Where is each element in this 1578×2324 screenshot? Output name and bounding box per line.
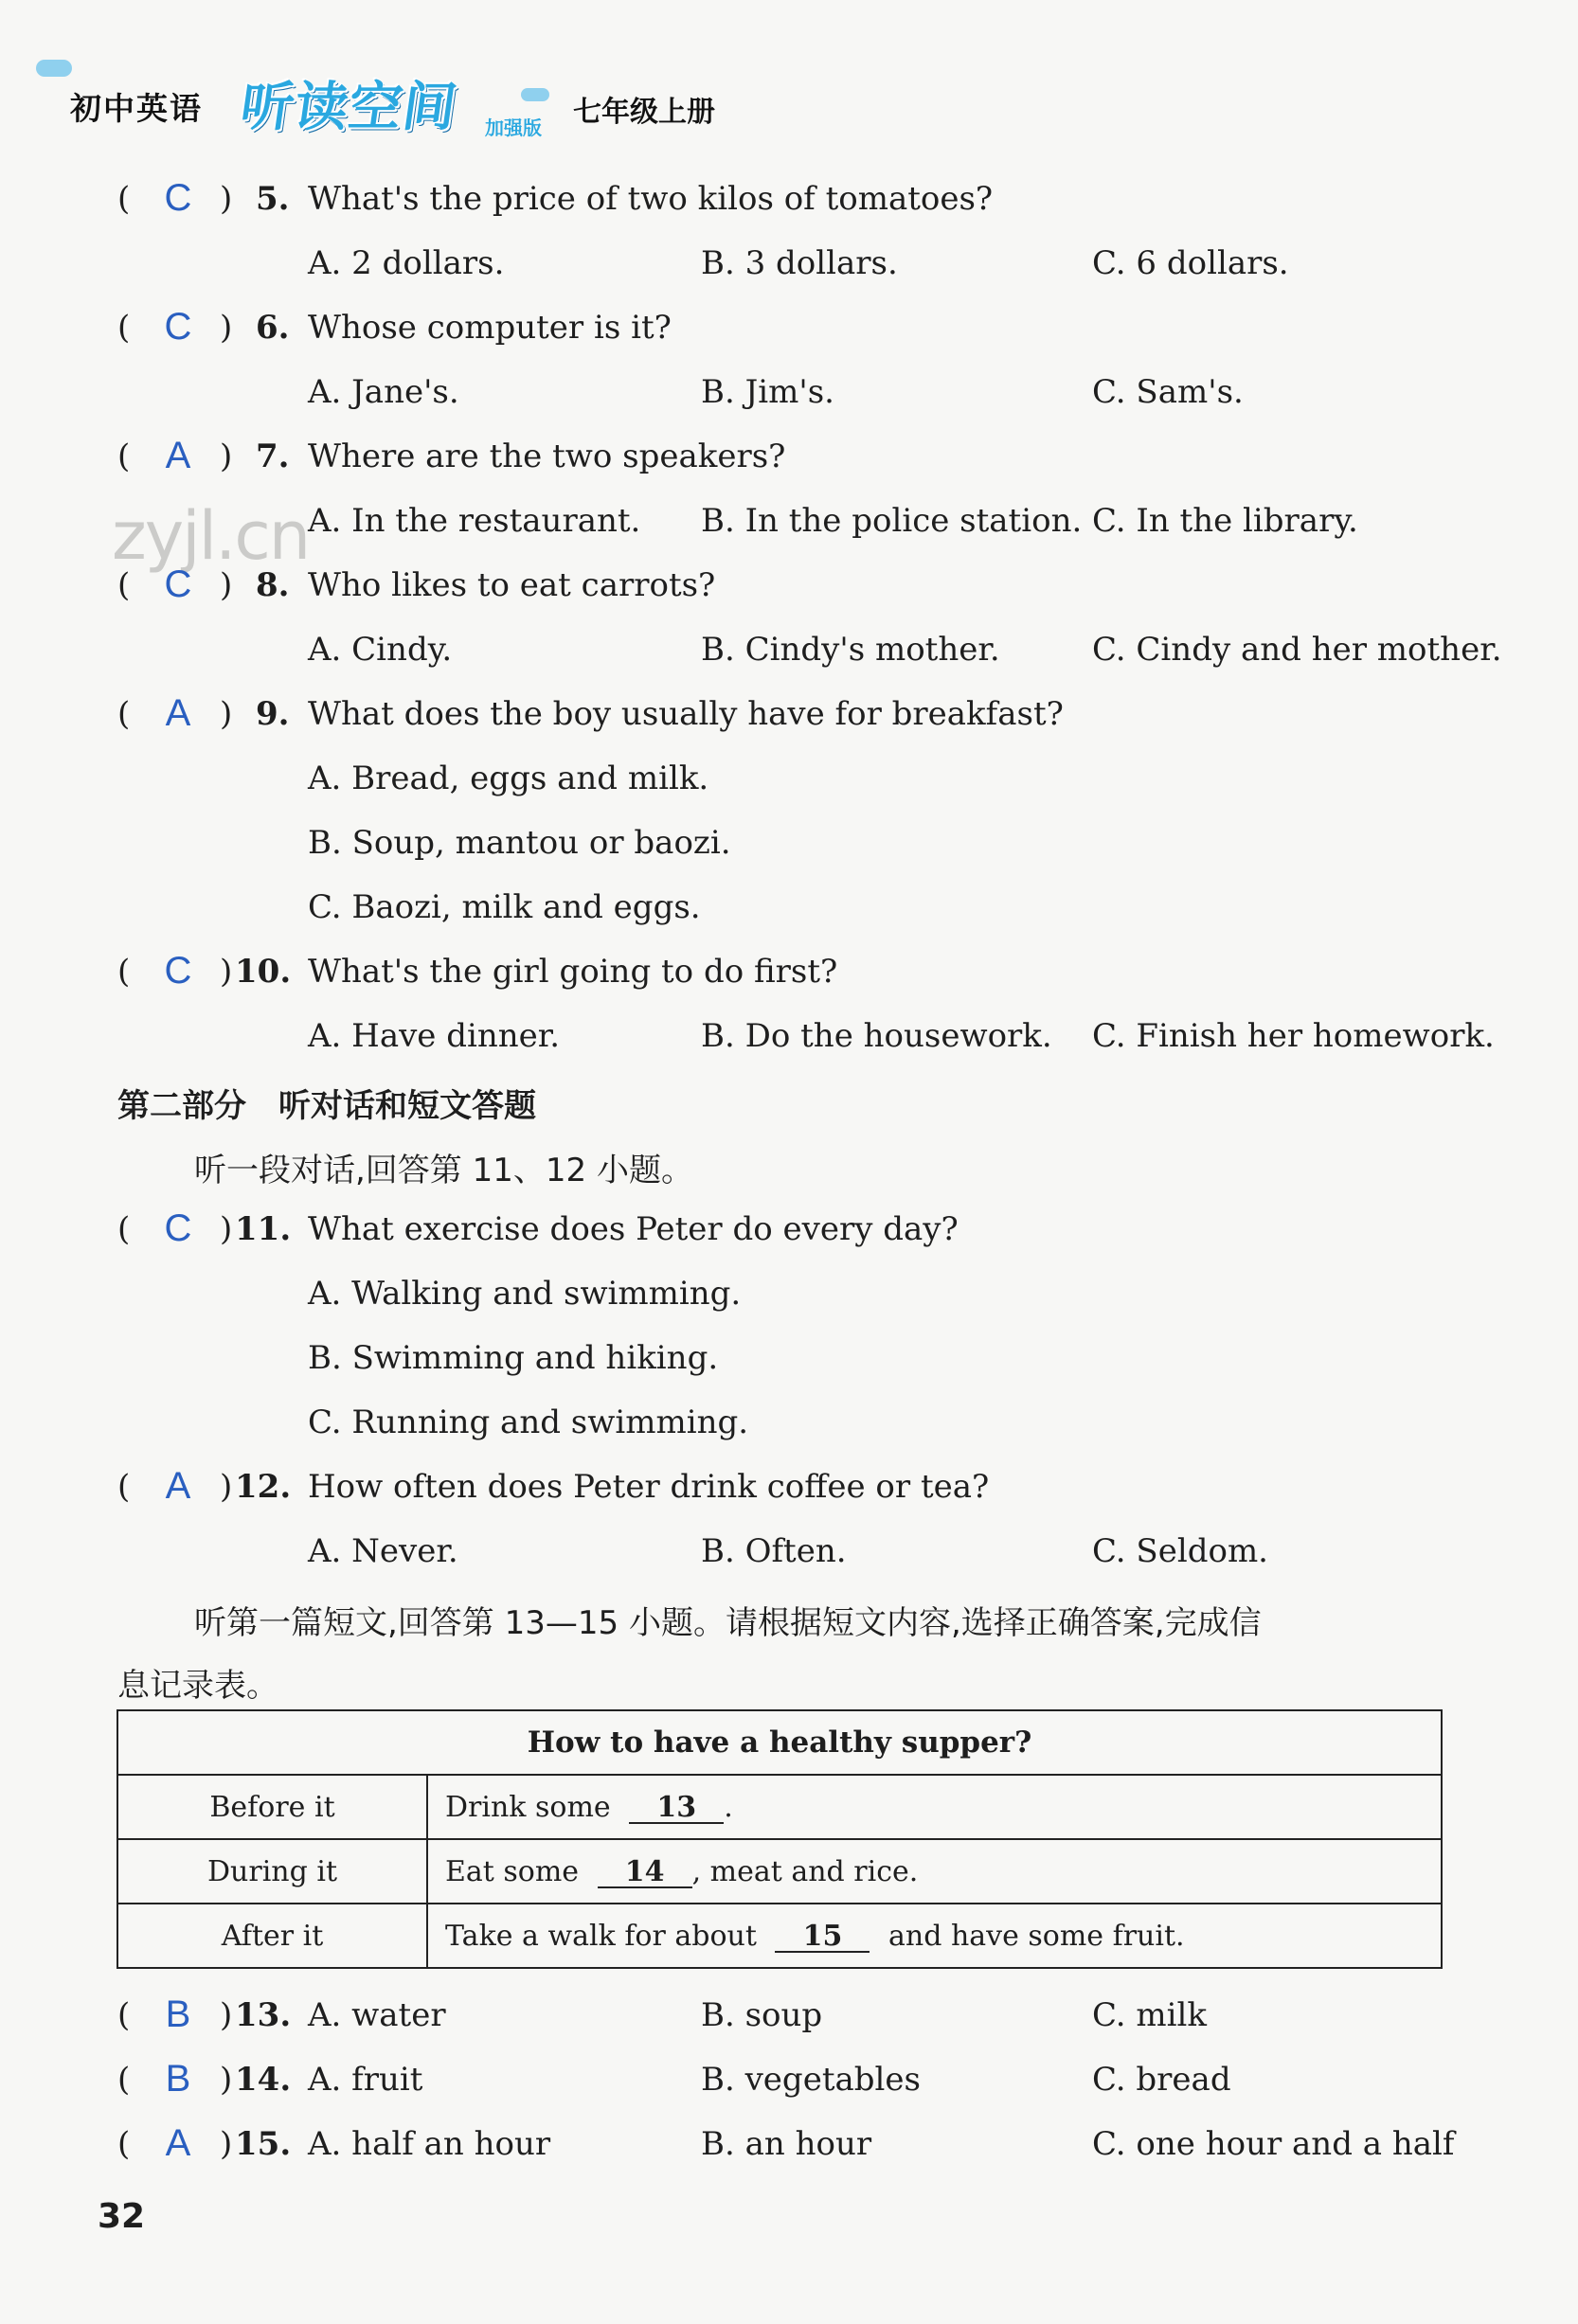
answer: A — [165, 692, 191, 734]
blank-14: 14 — [598, 1858, 692, 1888]
answer: A — [165, 2122, 191, 2164]
option-a: A. Jane's. — [308, 373, 459, 411]
question-text: What's the price of two kilos of tomatoes? — [308, 180, 994, 218]
table-row — [117, 1904, 1442, 1968]
question-text: What exercise does Peter do every day? — [308, 1210, 959, 1248]
answer: C — [164, 563, 192, 605]
option-b: B. 3 dollars. — [701, 244, 898, 282]
option-c: C. Finish her homework. — [1092, 1017, 1495, 1055]
option-a: A. In the restaurant. — [308, 502, 641, 540]
option-c: C. milk — [1092, 1996, 1208, 2034]
option-c: C. Sam's. — [1092, 373, 1244, 411]
question-text: Whose computer is it? — [308, 309, 672, 347]
question-number: 5. — [256, 180, 290, 218]
answer: C — [164, 177, 192, 219]
option-c: C. Seldom. — [1092, 1532, 1268, 1570]
question-text: What's the girl going to do first? — [308, 953, 838, 991]
table-row — [117, 1775, 1442, 1839]
edition-label: 加强版 — [485, 116, 542, 139]
question-number: 9. — [256, 695, 290, 733]
row-label: Before it — [117, 1775, 427, 1839]
answer: C — [164, 306, 192, 348]
content-text: Drink some — [445, 1790, 611, 1824]
option-c: C. 6 dollars. — [1092, 244, 1289, 282]
content-text: . — [724, 1790, 733, 1824]
option-c: C. In the library. — [1092, 502, 1358, 540]
question-text: How often does Peter drink coffee or tea? — [308, 1468, 990, 1506]
book-title: 听读空间 — [236, 77, 461, 138]
series-name: 初中英语 — [70, 90, 203, 127]
option-b: B. Often. — [701, 1532, 847, 1570]
option-b: B. In the police station. — [701, 502, 1083, 540]
option-c: C. Baozi, milk and eggs. — [308, 888, 701, 926]
blank-13: 13 — [629, 1794, 724, 1824]
page-header — [28, 52, 881, 156]
answer: A — [165, 435, 191, 476]
record-table — [117, 1709, 1443, 1969]
option-b: B. Cindy's mother. — [701, 631, 1000, 669]
option-b: B. soup — [701, 1996, 823, 2034]
question-number: 13. — [235, 1996, 292, 2034]
page: 初中英语 听读空间 加强版 七年级上册 zyjl.cn ( C ) 5. What's the price of two kilos of tomatoes? A. 2 dollars. B. 3 dollars. C. 6 dollars. ( C ) 6. Whose computer is it? A. Jane's. B. Jim's. C. Sam's. ( A ) 7. Where are the two speakers? A. In the restaurant. B. In the police station. C. In the library. ( C ) 8. Who likes to eat carrots? A. Cindy. B. Cindy's mother. C. Cindy and her mother. ( A ) 9. What does the boy usually have for breakfast? A. Bread, eggs and milk. B. Soup, mantou or baozi. C. Baozi, milk and eggs. ( C ) 10. What's the girl going to do first? A. Have dinner. B. Do the housework. C. Finish her homework. 第二部分 听对话和短文答题 听一段对话,回答第 11、12 小题。 ( C ) 11. What exercise does Peter do every day? A. Walking and swimming. B. Swimming and hiking. C. Running and swimming. ( A ) 12. How often does Peter drink coffee or tea? A. Never. B. Often. C. Seldom. 听第一篇短文,回答第 13—15 小题。请根据短文内容,选择正确答案,完成信 息记录表。 How to have a healthy supper? Before it Drink some 13 . During it Eat some 14 , meat and rice. After it Take a walk for about 15 and have some fruit. ( B ) 13. A. water B. soup C. milk ( B ) 14. A. fruit B. vegetables C. bread ( A ) 15. A. half an hour B. an hour C. one hour and a half 32 — [0, 0, 1578, 2324]
option-a: A. half an hour — [308, 2125, 551, 2163]
option-a: A. Walking and swimming. — [308, 1275, 742, 1313]
answer: B — [165, 2058, 191, 2100]
option-b: B. Do the housework. — [701, 1017, 1052, 1055]
option-a: A. Never. — [308, 1532, 458, 1570]
watermark: zyjl.cn — [112, 497, 310, 575]
option-c: C. bread — [1092, 2061, 1231, 2099]
question-number: 12. — [235, 1468, 292, 1506]
question-text: Where are the two speakers? — [308, 438, 786, 475]
option-a: A. Have dinner. — [308, 1017, 561, 1055]
page-number: 32 — [98, 2197, 146, 2236]
option-a: A. 2 dollars. — [308, 244, 505, 282]
cloud-icon — [521, 88, 549, 101]
option-c: C. one hour and a half — [1092, 2125, 1455, 2163]
option-b: B. vegetables — [701, 2061, 921, 2099]
section-title: 第二部分 听对话和短文答题 — [117, 1087, 536, 1125]
option-b: B. Soup, mantou or baozi. — [308, 824, 731, 862]
option-c: C. Running and swimming. — [308, 1403, 749, 1441]
option-b: B. Jim's. — [701, 373, 834, 411]
question-number: 10. — [235, 953, 292, 991]
question-text: What does the boy usually have for breakfast? — [308, 695, 1064, 733]
answer: C — [164, 950, 192, 992]
row-label: After it — [117, 1904, 427, 1968]
question-number: 7. — [256, 438, 290, 475]
option-a: A. Bread, eggs and milk. — [308, 760, 709, 797]
answer: C — [164, 1207, 192, 1249]
option-c: C. Cindy and her mother. — [1092, 631, 1502, 669]
row-label: During it — [117, 1839, 427, 1904]
option-b: B. Swimming and hiking. — [308, 1339, 719, 1377]
question-number: 15. — [235, 2125, 292, 2163]
content-text: and have some fruit. — [888, 1919, 1185, 1953]
instruction: 息记录表。 — [117, 1667, 278, 1705]
table-title: How to have a healthy supper? — [117, 1710, 1442, 1775]
instruction: 听一段对话,回答第 11、12 小题。 — [194, 1152, 693, 1189]
content-text: Take a walk for about — [445, 1919, 757, 1953]
option-a: A. water — [308, 1996, 446, 2034]
instruction: 听第一篇短文,回答第 13—15 小题。请根据短文内容,选择正确答案,完成信 — [194, 1604, 1262, 1642]
option-a: A. fruit — [308, 2061, 423, 2099]
row-content — [427, 1904, 1442, 1968]
row-content — [427, 1839, 1442, 1904]
question-number: 14. — [235, 2061, 292, 2099]
table-row — [117, 1839, 1442, 1904]
content-text: Eat some — [445, 1854, 580, 1888]
grade-label: 七年级上册 — [573, 96, 715, 129]
option-b: B. an hour — [701, 2125, 872, 2163]
content-text: , meat and rice. — [691, 1854, 919, 1888]
blank-15: 15 — [775, 1922, 870, 1953]
option-a: A. Cindy. — [308, 631, 453, 669]
question-text: Who likes to eat carrots? — [308, 566, 716, 604]
question-number: 8. — [256, 566, 290, 604]
answer: A — [165, 1465, 191, 1507]
cloud-icon — [36, 60, 72, 77]
question-number: 11. — [235, 1210, 292, 1248]
question-number: 6. — [256, 309, 290, 347]
row-content — [427, 1775, 1442, 1839]
answer: B — [165, 1993, 191, 2035]
